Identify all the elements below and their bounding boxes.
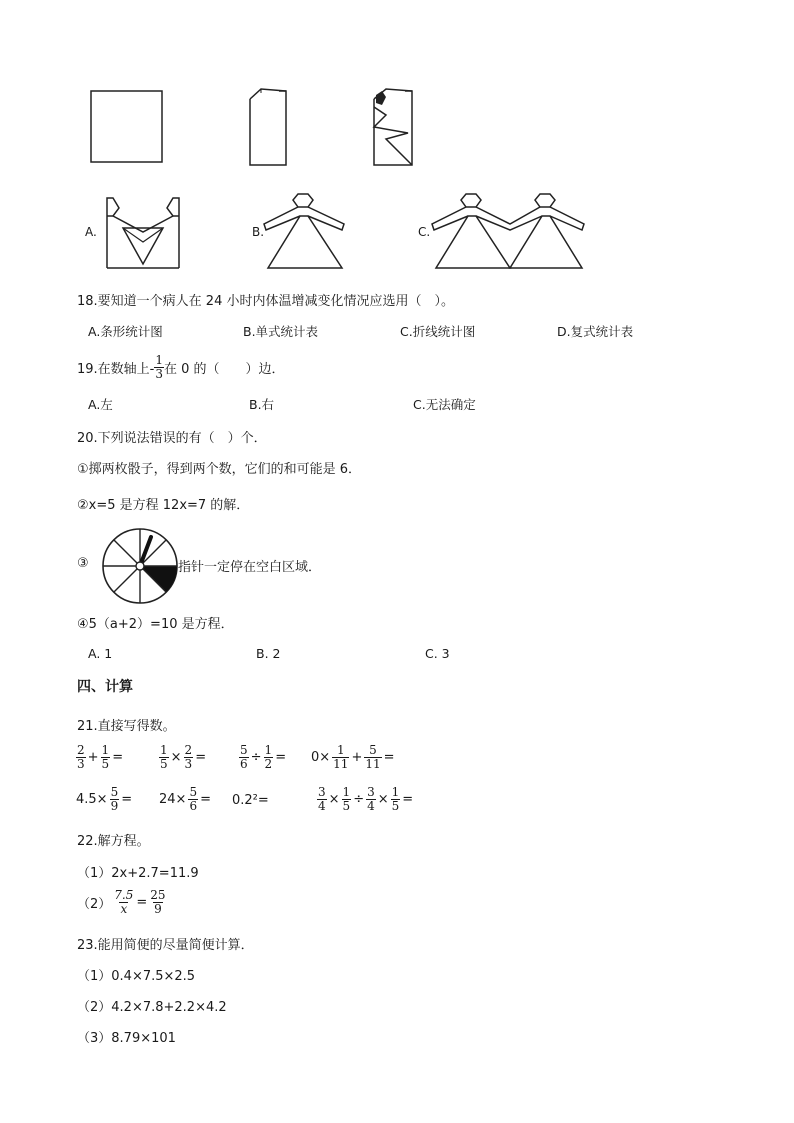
q21-stem: 21.直接写得数。 [77, 719, 176, 734]
q19-fraction [154, 354, 164, 380]
q19-option-c[interactable]: C.无法确定 [413, 397, 476, 412]
q18-option-d[interactable]: D.复式统计表 [557, 324, 634, 339]
option-a-label: A. [85, 225, 97, 239]
q23-part-1: （1）0.4×7.5×2.5 [77, 969, 196, 984]
q21-expr-4: 0× $\frac{1}{11}$ + $\frac{5}{11}$ = [311, 743, 395, 771]
q19-frac-num: 1 [155, 353, 164, 367]
q22-part-1: （1）2x+2.7=11.9 [77, 866, 199, 881]
q23-stem: 23.能用简便的尽量简便计算． [77, 938, 254, 953]
q18-option-a[interactable]: A.条形统计图 [88, 324, 163, 339]
q21-expr-7: 0.2²= [232, 793, 269, 808]
section-4-title: 四、计算 [77, 679, 133, 695]
q18-option-b[interactable]: B.单式统计表 [243, 324, 319, 339]
option-b-label: B. [252, 225, 265, 239]
paper-square-figure [90, 90, 164, 164]
q19-stem [77, 354, 285, 380]
q18-stem: 18.要知道一个病人在 24 小时内体温增减变化情况应选用（ ）。 [77, 294, 454, 309]
paper-folded-figure [248, 87, 288, 167]
option-b-figure [262, 190, 346, 270]
q19-stem-post: 在 0 的（ ）边． [164, 361, 285, 377]
q20-statement-1: ①掷两枚骰子，得到两个数，它们的和可能是 6． [77, 462, 362, 477]
q20-option-a[interactable]: A. 1 [88, 646, 113, 661]
q19-frac-den: 3 [155, 366, 164, 381]
q22-part-2: （2） $\frac{7.5}{x}$ = $\frac{25}{9}$ [77, 888, 166, 916]
q20-statement-4: ④5（a+2）=10 是方程． [77, 617, 234, 632]
q19-stem-pre: 19.在数轴上- [77, 361, 155, 377]
q20-stem: 20.下列说法错误的有（ ）个． [77, 431, 267, 446]
q23-part-3: （3）8.79×101 [77, 1031, 176, 1046]
q23-part-2: （2）4.2×7.8+2.2×4.2 [77, 1000, 227, 1015]
q19-option-a[interactable]: A.左 [88, 397, 113, 412]
option-a-figure [105, 194, 181, 270]
spinner-wheel-figure [101, 527, 179, 605]
q20-option-b[interactable]: B. 2 [256, 646, 281, 661]
q18-option-c[interactable]: C.折线统计图 [400, 324, 476, 339]
q20-option-c[interactable]: C. 3 [425, 646, 450, 661]
paper-cut-figure [372, 87, 414, 167]
q20-statement-2: ②x=5 是方程 12x=7 的解． [77, 498, 250, 513]
option-c-figure [430, 190, 586, 270]
option-c-label: C. [418, 225, 431, 239]
q22-stem: 22.解方程。 [77, 834, 150, 849]
q21-expr-5: 4.5× $\frac{5}{9}$ = [76, 785, 133, 813]
q20-statement-3-text: 指针一定停在空白区域． [178, 560, 322, 575]
q21-expr-8: $\frac{3}{4}$ × $\frac{1}{5}$ ÷ $\frac{3}{4}$ × $\frac{1}{5}$ = [318, 785, 414, 813]
q20-statement-3-mark: ③ [77, 556, 89, 571]
q21-expr-1: $\frac{2}{3}$ + $\frac{1}{5}$ = [77, 743, 124, 771]
q21-expr-6: 24× $\frac{5}{6}$ = [159, 785, 211, 813]
q21-expr-3: $\frac{5}{6}$ ÷ $\frac{1}{2}$ = [240, 743, 287, 771]
q21-expr-2: $\frac{1}{5}$ × $\frac{2}{3}$ = [160, 743, 207, 771]
q19-option-b[interactable]: B.右 [249, 397, 275, 412]
